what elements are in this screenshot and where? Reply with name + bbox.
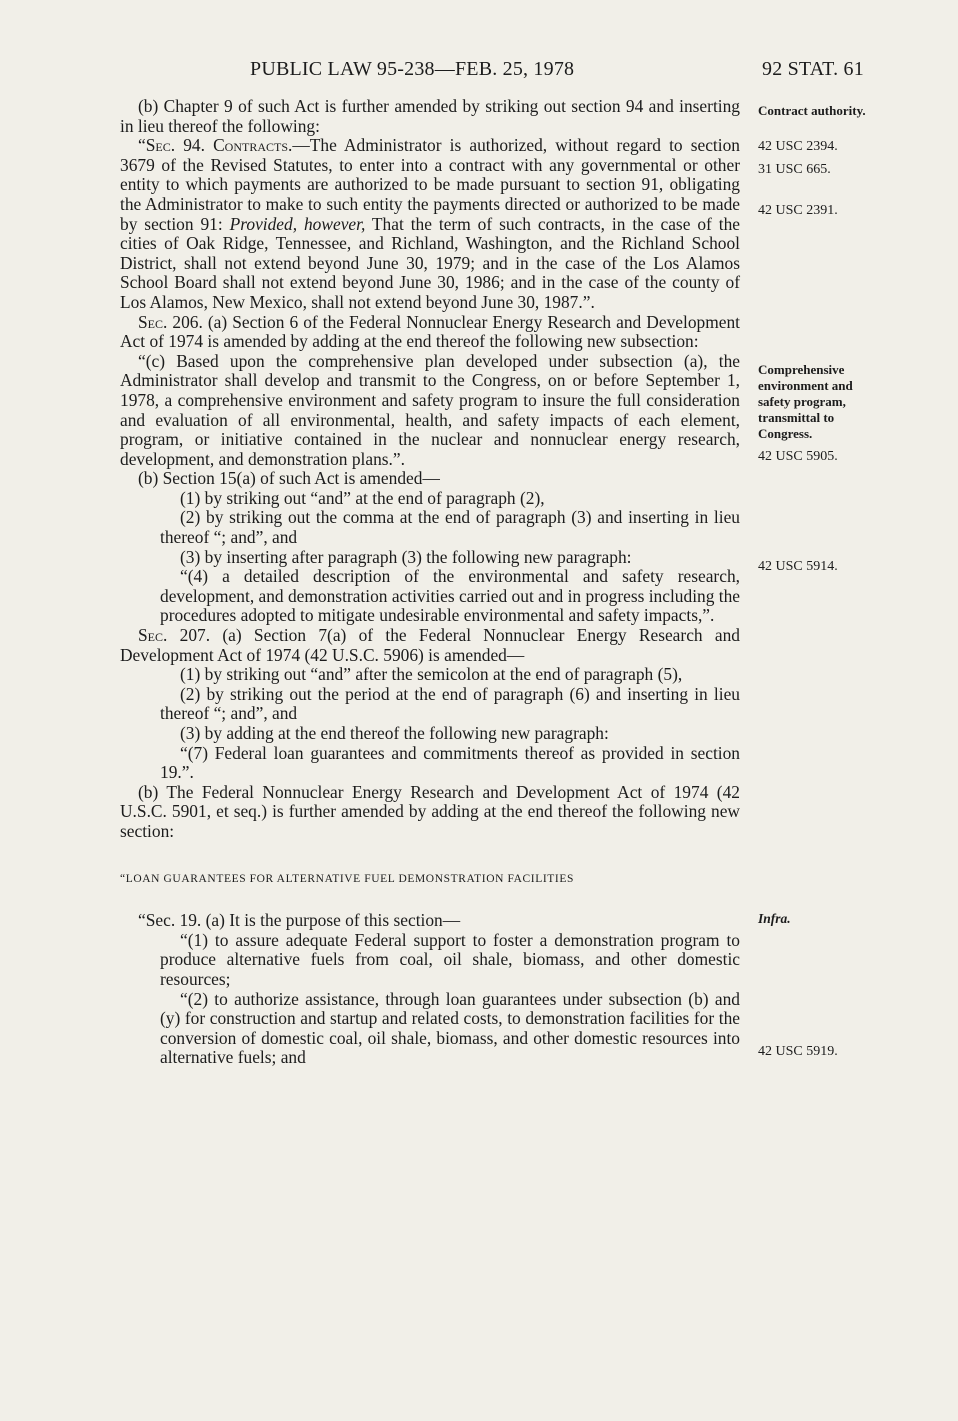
paragraph-15a-item-2: (2) by striking out the comma at the end of paragraph (3) and inserting in lieu thereof “; and”, and xyxy=(160,507,740,548)
margin-note-31-usc-665: 31 USC 665. xyxy=(758,162,831,177)
paragraph-sec-94-contracts xyxy=(120,136,740,312)
sec-94-text-b: That the term of such contracts, in the case of the cities of Oak Ridge, Tennessee, and Richland, Washington, and the Richland School District, shall not extend beyond June 30, 1979; and in the case of the Los Alamos School Board shall not extend beyond June 30, 1986; and in the case of the county of Los Alamos, New Mexico, shall not extend beyond June 30, 1987.”. xyxy=(120,213,740,312)
margin-note-comprehensive-program: Comprehensive environment and safety program, transmittal to Congress. xyxy=(758,362,853,441)
paragraph-chapter-9-amendment: (b) Chapter 9 of such Act is further amended by striking out section 94 and inserting in lieu thereof the following: xyxy=(120,96,740,136)
paragraph-sec-19a: “Sec. 19. (a) It is the purpose of this section— xyxy=(138,910,461,931)
paragraph-7a-item-1: (1) by striking out “and” after the semicolon at the end of paragraph (5), xyxy=(180,664,683,685)
paragraph-sec-19-item-1: “(1) to assure adequate Federal support to foster a demonstration program to produce alternative fuels from coal, oil shale, biomass, and other domestic resources; xyxy=(160,929,740,989)
margin-note-42-usc-5919: 42 USC 5919. xyxy=(758,1044,838,1059)
paragraph-207b: (b) The Federal Nonnuclear Energy Research and Development Act of 1974 (42 U.S.C. 5901, et seq.) is further amended by adding at the end thereof the following new section: xyxy=(120,781,740,841)
body-text xyxy=(120,97,740,1068)
margin-note-42-usc-5905: 42 USC 5905. xyxy=(758,449,838,464)
paragraph-15a-item-1: (1) by striking out “and” at the end of paragraph (2), xyxy=(180,487,545,508)
paragraph-7a-item-3: (3) by adding at the end thereof the following new paragraph: xyxy=(180,723,609,743)
paragraph-sec-207 xyxy=(120,626,740,665)
paragraph-sec-19-item-2: “(2) to authorize assistance, through loan guarantees under subsection (b) and (y) for construction and startup and related costs, to demonstration facilities for the conversion of domestic coal, oil shale, biomass, and other domestic resources into alternative fuels; and xyxy=(160,988,740,1068)
paragraph-7a-item-2: (2) by striking out the period at the end of paragraph (6) and inserting in lieu thereof “; and”, and xyxy=(160,683,740,724)
sec-94-text-a: —The Administrator is authorized, without regard to section 3679 of the Revised Statutes, to enter into a contract with any governmental or other entity to which payments are authorized to be made pursuant to section 91, obligating the Administrator to make to such entity the payments directed or authorized to be made by section 91: xyxy=(120,135,740,234)
sec-206-text: 206. (a) Section 6 of the Federal Nonnuclear Energy Research and Development Act of 1974 is amended by adding at the end thereof the following new subsection: xyxy=(120,311,740,352)
paragraph-sec-206 xyxy=(120,313,740,352)
margin-note-42-usc-2391: 42 USC 2391. xyxy=(758,203,838,218)
paragraph-new-paragraph-4: “(4) a detailed description of the environmental and safety research, development, and demonstration activities carried out and in progress including the procedures adopted to mitigate undesirable environmental and safety impacts,”. xyxy=(160,566,741,626)
sec-207-text: 207. (a) Section 7(a) of the Federal Nonnuclear Energy Research and Development Act of 1974 (42 U.S.C. 5906) is amended— xyxy=(120,625,740,665)
section-heading-loan-guarantees: “LOAN GUARANTEES FOR ALTERNATIVE FUEL DEMONSTRATION FACILITIES xyxy=(120,872,574,885)
sec-206-label: Sec. xyxy=(138,311,168,332)
sec-207-label: Sec. xyxy=(138,625,168,646)
paragraph-new-paragraph-7: “(7) Federal loan guarantees and commitments thereof as provided in section 19.”. xyxy=(160,742,740,783)
margin-note-contract-authority: Contract authority. xyxy=(758,103,866,118)
paragraph-section-15a: (b) Section 15(a) of such Act is amended— xyxy=(138,468,440,489)
page-header-title: PUBLIC LAW 95-238—FEB. 25, 1978 xyxy=(250,58,575,80)
paragraph-15a-item-3: (3) by inserting after paragraph (3) the following new paragraph: xyxy=(180,546,632,567)
margin-note-infra: Infra. xyxy=(758,911,791,926)
open-quote: “ xyxy=(138,135,146,156)
margin-note-42-usc-5914: 42 USC 5914. xyxy=(758,559,838,574)
sec-94-heading: Sec. 94. Contracts. xyxy=(145,135,293,156)
paragraph-subsection-c: “(c) Based upon the comprehensive plan developed under subsection (a), the Administrator shall develop and transmit to the Congress, on or before September 1, 1978, a comprehensive environment and safety program to insure the full consideration and evaluation of all environmental, health, and safety impacts of each element, program, or initiative contained in the nuclear and nonnuclear energy research, development, and demonstration plans.”. xyxy=(120,350,740,469)
sec-94-proviso: Provided, however, xyxy=(229,213,366,234)
page-header-stat-number: 92 STAT. 61 xyxy=(762,58,864,80)
margin-note-42-usc-2394: 42 USC 2394. xyxy=(758,139,838,154)
